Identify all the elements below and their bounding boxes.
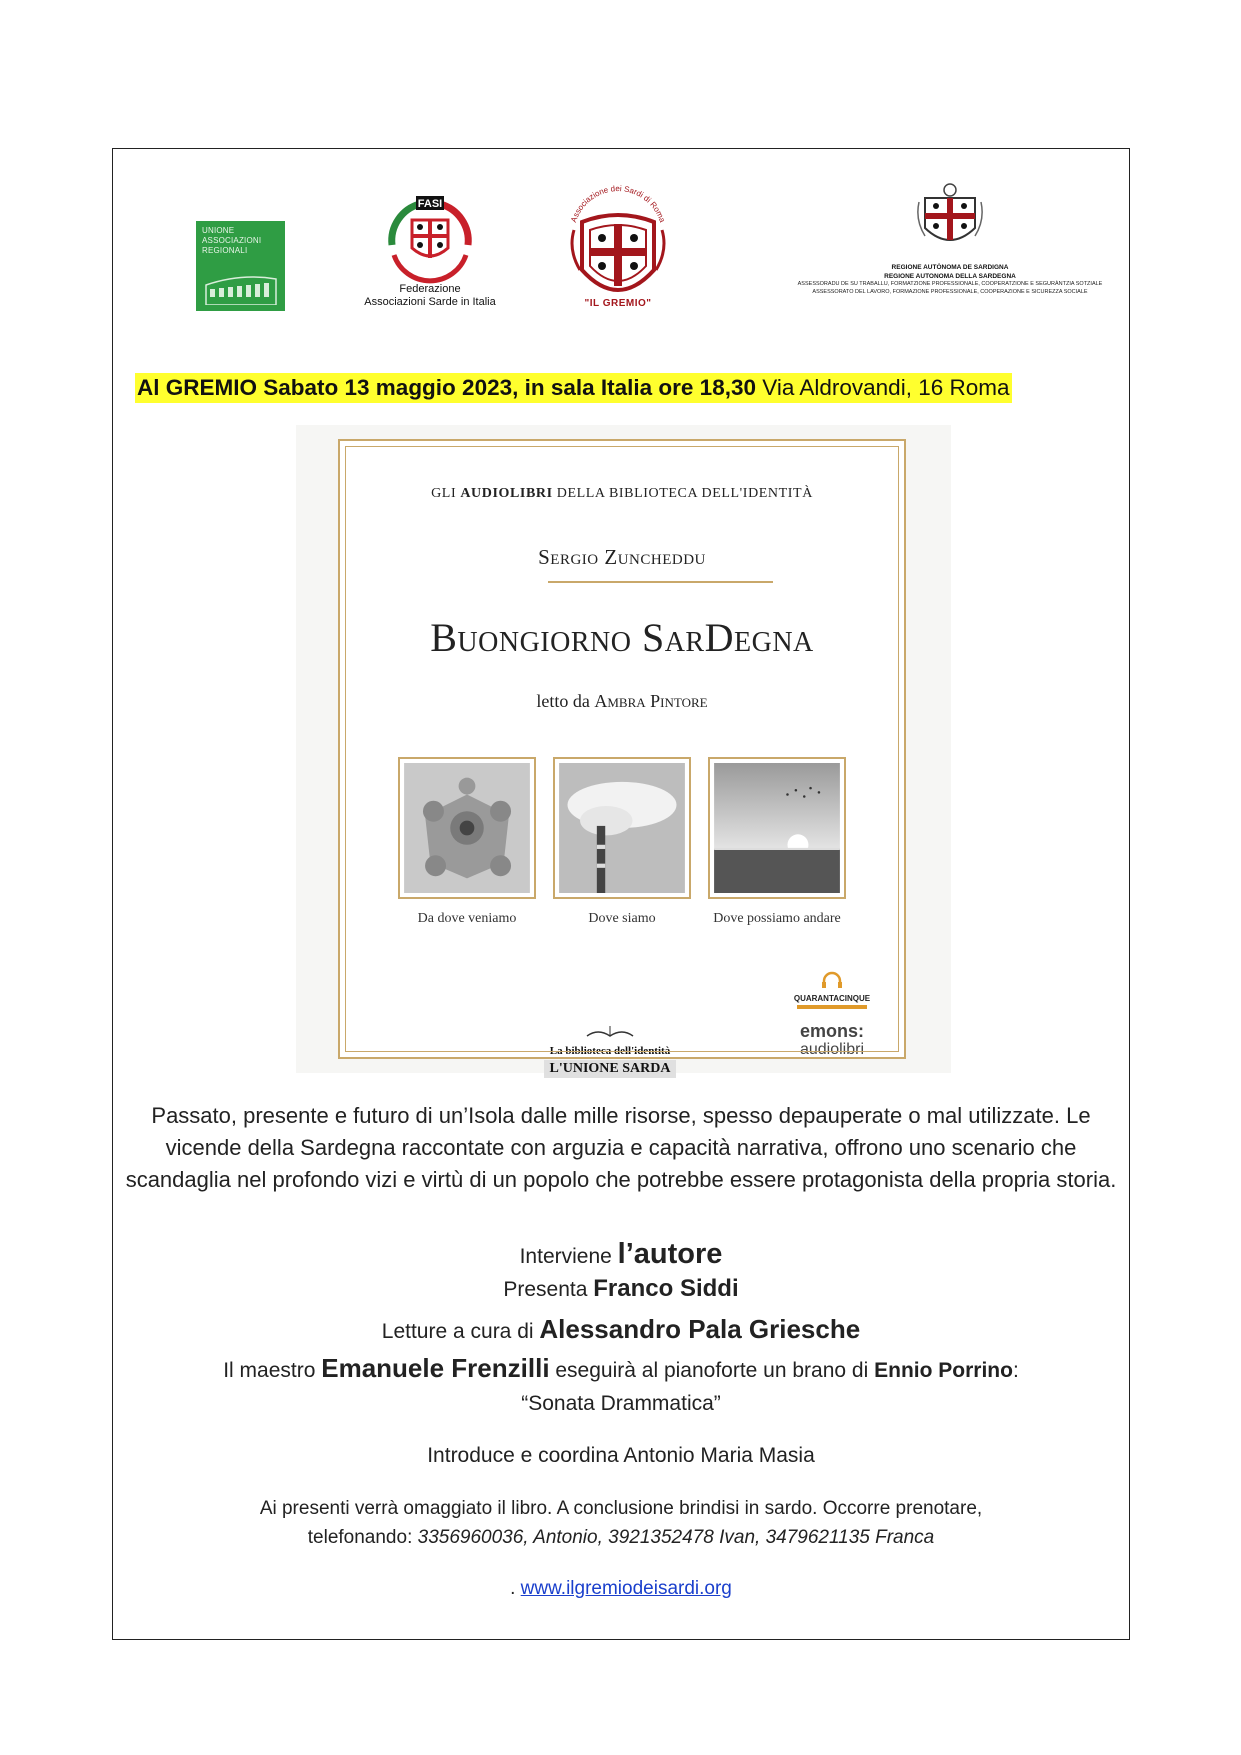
introduce-line: Introduce e coordina Antonio Maria Masia — [427, 1444, 815, 1467]
tel-numbers: 3356960036, Antonio, 3921352478 Ivan, 3479621135 Franca — [417, 1527, 935, 1548]
regione-line-1: REGIONE AUTÒNOMA DE SARDIGNA — [891, 264, 1009, 271]
cover-series — [340, 486, 904, 502]
series-part-2: AUDIOLIBRI — [460, 486, 553, 501]
reader-name-program: Alessandro Pala Griesche — [539, 1314, 861, 1344]
publisher-line-2: L'UNIONE SARDA — [544, 1060, 677, 1078]
fasi-caption — [345, 283, 515, 309]
event-address: Via Aldrovandi, 16 Roma — [756, 375, 1010, 400]
cover-title: Buongiorno SarDegna — [430, 615, 814, 660]
open-book-icon — [585, 1024, 635, 1040]
website-link[interactable]: www.ilgremiodeisardi.org — [520, 1578, 732, 1599]
book-cover — [296, 425, 951, 1076]
series-part-1: GLI — [431, 486, 461, 501]
gremio-arc-text: Associazione dei Sardi di Roma — [569, 184, 667, 224]
interviene-name: l’autore — [617, 1238, 723, 1270]
uar-line-1: UNIONE — [202, 226, 235, 235]
event-datetime: Al GREMIO Sabato 13 maggio 2023, in sala Italia ore 18,30 — [137, 375, 756, 400]
photo-sunset — [708, 757, 846, 899]
sunset-image — [714, 763, 840, 893]
fasi-badge-text: FASI — [417, 198, 443, 210]
fasi-logo — [380, 190, 480, 290]
emons-text: emons: — [799, 1021, 864, 1041]
presenter-name: Franco Siddi — [593, 1275, 739, 1302]
publisher-unione-sarda — [525, 1024, 695, 1078]
event-line — [135, 373, 1012, 403]
regione-sardegna-crest-icon — [915, 180, 985, 252]
caption-dove-possiamo-andare: Dove possiamo andare — [713, 911, 841, 926]
presenta-line — [112, 1275, 1130, 1303]
photo-nuraghe — [398, 757, 536, 899]
composer-name: Ennio Porrino — [874, 1359, 1013, 1382]
regione-text — [755, 263, 1145, 296]
piece-title: “Sonata Drammatica” — [521, 1392, 721, 1415]
publisher-line-1: La biblioteca dell'identità — [549, 1045, 671, 1057]
colosseum-icon — [204, 275, 278, 305]
emons-logo — [792, 1021, 872, 1059]
footer-url-line — [112, 1578, 1130, 1600]
interviene-label: Interviene — [519, 1245, 618, 1268]
url-prefix: . — [510, 1578, 521, 1599]
fasi-caption-line-2: Associazioni Sarde in Italia — [364, 296, 496, 308]
maestro-line — [112, 1353, 1130, 1384]
regione-line-4: ASSESSORATO DEL LAVORO, FORMAZIONE PROFESSIONALE, COOPERAZIONE E SICUREZZA SOCIALE — [812, 288, 1088, 295]
regione-line-3: ASSESSORADU DE SU TRABALLU, FORMATZIONE PROFESSIONALE, COOPERATZIONE E SEGURÀNTZIA SOTZIALE — [797, 281, 1103, 287]
reader-name: Ambra Pintore — [594, 691, 708, 711]
tel-label: telefonando: — [307, 1527, 418, 1548]
cover-frame — [338, 439, 906, 1076]
reader-label: letto da — [536, 691, 595, 711]
maestro-label: Il maestro — [223, 1359, 322, 1382]
footer-phone-line — [112, 1527, 1130, 1549]
regione-line-2: REGIONE AUTONOMA DELLA SARDEGNA — [884, 273, 1016, 280]
chimney-image — [559, 763, 685, 893]
letture-label: Letture a cura di — [381, 1320, 540, 1343]
series-part-3: DELLA BIBLIOTECA DELL'IDENTITÀ — [552, 486, 813, 501]
uar-line-2: ASSOCIAZIONI — [202, 236, 262, 245]
esegue-text: eseguirà al pianoforte un brano di — [549, 1359, 875, 1382]
footer-line-1: Ai presenti verrà omaggiato il libro. A conclusione brindisi in sardo. Occorre prenotare, — [259, 1498, 983, 1519]
colon: : — [1012, 1359, 1019, 1382]
nuraghe-image — [404, 763, 530, 893]
uar-line-3: REGIONALI — [202, 246, 248, 255]
interviene-line — [112, 1238, 1130, 1271]
headphones-icon — [821, 971, 843, 989]
quarantacinque-logo — [793, 971, 871, 1009]
uar-logo — [196, 221, 285, 311]
cover-rule — [548, 581, 773, 583]
caption-dove-siamo: Dove siamo — [588, 911, 656, 926]
quarantacinque-text: QUARANTACINQUE — [793, 994, 871, 1003]
audiolibri-text: audiolibri — [799, 1041, 865, 1058]
caption-da-dove-veniamo: Da dove veniamo — [417, 911, 517, 926]
gremio-logo — [558, 160, 678, 308]
cover-author: Sergio Zuncheddu — [538, 545, 706, 569]
fasi-caption-line-1: Federazione — [399, 283, 461, 295]
quarantacinque-bar — [797, 1005, 867, 1009]
letture-line — [112, 1314, 1130, 1345]
cover-reader — [340, 691, 904, 712]
gremio-caption: "IL GREMIO" — [584, 298, 652, 309]
photo-chimney — [553, 757, 691, 899]
presenta-label: Presenta — [503, 1278, 594, 1301]
pianist-name: Emanuele Frenzilli — [321, 1353, 550, 1383]
book-description: Passato, presente e futuro di un’Isola dalle mille risorse, spesso depauperate o mal utilizzate. Le vicende della Sardegna raccontate con arguzia e capacità narrativa, offrono uno scenario che scandaglia nel profondo vizi e virtù di un popolo che potrebbe essere protagonista della propria storia. — [125, 1103, 1117, 1192]
